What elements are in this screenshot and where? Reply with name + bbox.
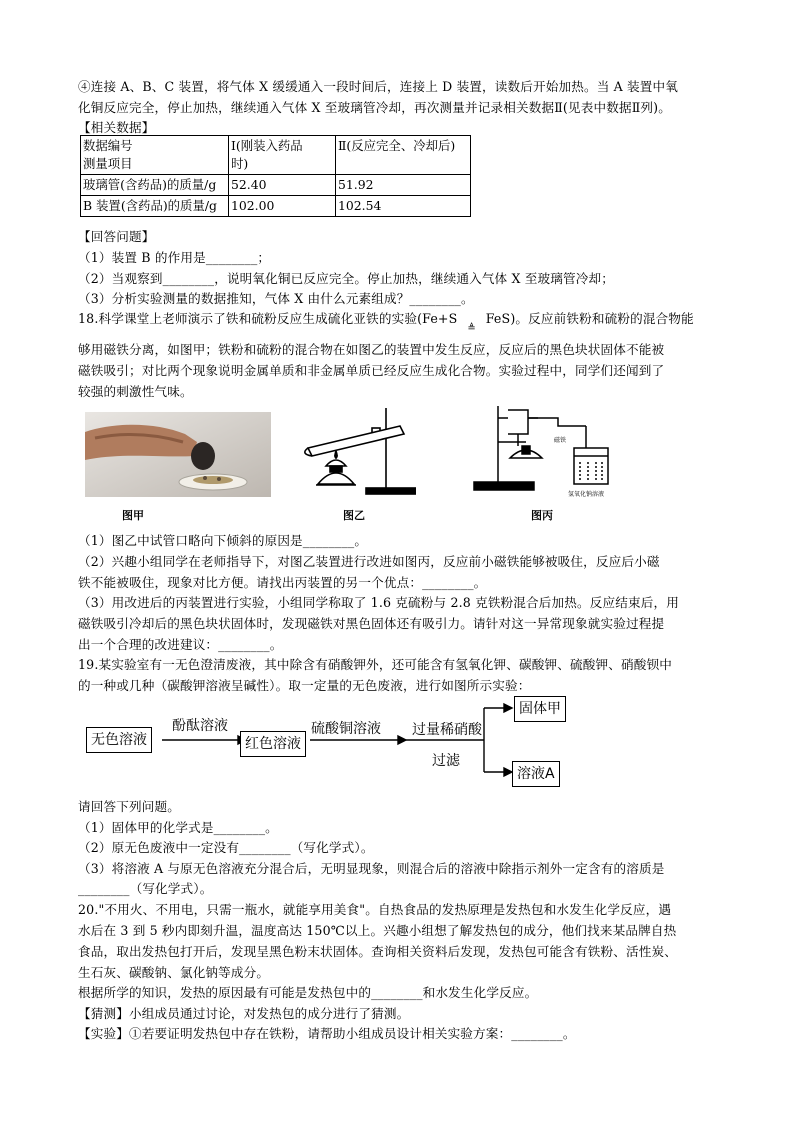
flow-box-red-solution: 红色溶液 (240, 731, 306, 757)
q17-step4-line1: ④连接 A、B、C 装置，将气体 X 缓缓通入一段时间后，连接上 D 装置，读数后开始加热。当 A 装置中氧 (78, 79, 679, 94)
header-cell-ii (336, 136, 471, 175)
table-cell-ii: 51.92 (336, 175, 471, 196)
figure-yi-apparatus (296, 404, 416, 496)
figure-bing-solution-label: 氢氧化钠溶液 (568, 491, 605, 498)
q17-question-3: （3）分析实验测量的数据推知，气体 X 由什么元素组成？________。 (78, 291, 474, 306)
q17-answer-heading: 【回答问题】 (78, 229, 155, 244)
data-table (80, 135, 471, 217)
q18-question-1: （1）图乙中试管口略向下倾斜的原因是________。 (78, 533, 368, 548)
q19-ask: 请回答下列问题。 (78, 799, 180, 814)
figure-yi-caption: 图乙 (343, 509, 365, 522)
header-label-i-line1: Ⅰ(刚装入药品 (231, 138, 303, 153)
table-row (81, 175, 471, 196)
flow-label-copper-sulfate: 硫酸铜溶液 (311, 721, 381, 737)
header-label-ii: Ⅱ(反应完全、冷却后) (338, 138, 456, 153)
figure-bing-apparatus (468, 398, 636, 498)
q18-line1-part-b: FeS)。反应前铁粉和硫粉的混合物能 (485, 311, 694, 326)
flow-diagram-arrows (80, 700, 580, 790)
figure-bing-magnet-label: 磁铁 (554, 437, 567, 444)
table-cell-item: 玻璃管(含药品)的质量/g (81, 175, 229, 196)
figure-bing-caption: 图丙 (531, 509, 553, 522)
q20-line1: 20."不用火、不用电，只需一瓶水，就能享用美食"。自热食品的发热原理是发热包和水发生化学反应，遇 (78, 902, 672, 917)
header-label-item: 测量项目 (83, 156, 133, 171)
q20-line4: 生石灰、碳酸钠、氯化钠等成分。 (78, 965, 270, 980)
q18-line4: 较强的刺激性气味。 (78, 384, 193, 399)
header-label-i-line2: 时) (231, 156, 249, 171)
figure-jia-photo (85, 412, 271, 497)
q20-experiment: 【实验】①若要证明发热包中存在铁粉，请帮助小组成员设计相关实验方案：________。 (78, 1026, 576, 1041)
q19-question-1: （1）固体甲的化学式是________。 (78, 820, 278, 835)
q20-guess: 【猜测】小组成员通过讨论，对发热包的成分进行了猜测。 (78, 1006, 410, 1021)
q17-question-1: （1）装置 B 的作用是________； (78, 250, 271, 265)
q17-step4-line2: 化铜反应完全，停止加热，继续通入气体 X 至玻璃管冷却，再次测量并记录相关数据Ⅱ(见表中数据Ⅱ列)。 (78, 100, 671, 115)
q18-line1 (78, 308, 728, 334)
q19-line2: 的一种或几种（碳酸钾溶液呈碱性）。取一定量的无色废液，进行如图所示实验： (78, 678, 531, 693)
q18-line2: 够用磁铁分离，如图甲；铁粉和硫粉的混合物在如图乙的装置中发生反应，反应后的黑色块状固体不能被 (78, 342, 665, 357)
table-cell-ii: 102.54 (336, 196, 471, 217)
table-row (81, 196, 471, 217)
table-cell-item: B 装置(含药品)的质量/g (81, 196, 229, 217)
figure-jia-caption: 图甲 (122, 509, 144, 522)
q20-line2: 水后在 3 到 5 秒内即刻升温，温度高达 150℃以上。兴趣小组想了解发热包的成分，他们找来某品牌自热 (78, 923, 677, 938)
q19-question-3-line1: （3）将溶液 A 与原无色溶液充分混合后，无明显现象，则混合后的溶液中除指示剂外一定含有的溶质是 (78, 861, 665, 876)
header-cell-i (229, 136, 336, 175)
table-header-row (81, 136, 471, 175)
q18-question-3-line2: 磁铁吸引冷却后的黑色块状固体时，发现磁铁对黑色固体还有吸引力。请针对这一异常现象就实验过程提 (78, 616, 665, 631)
q18-line3: 磁铁吸引；对比两个现象说明金属单质和非金属单质已经反应生成化合物。实验过程中，同学们还闻到了 (78, 363, 665, 378)
flow-box-solution-a: 溶液A (512, 761, 560, 787)
q18-question-3-line3: 出一个合理的改进建议：________。 (78, 637, 283, 652)
q20-line3: 食品，取出发热包打开后，发现呈黑色粉末状固体。查询相关资料后发现，发热包可能含有铁粉、活性炭、 (78, 944, 677, 959)
header-cell-item (81, 136, 229, 175)
flow-label-filtration: 过滤 (432, 753, 460, 769)
table-cell-i: 102.00 (229, 196, 336, 217)
q17-question-2: （2）当观察到________，说明氧化铜已反应完全。停止加热，继续通入气体 X 至玻璃管冷却； (78, 271, 614, 286)
header-label-number: 数据编号 (83, 138, 133, 153)
flow-box-colorless-solution: 无色溶液 (86, 727, 152, 753)
flow-box-solid-jia: 固体甲 (514, 696, 566, 722)
flow-label-phenolphthalein: 酚酞溶液 (172, 718, 228, 734)
q18-question-2-line2: 铁不能被吸住，现象对比方便。请找出丙装置的另一个优点：________。 (78, 575, 487, 590)
q19-line1: 19.某实验室有一无色澄清废液，其中除含有硝酸钾外，还可能含有氢氧化钾、碳酸钾、硫酸钾、硝酸钡中 (78, 657, 672, 672)
q17-related-data-heading: 【相关数据】 (78, 120, 155, 135)
q20-line5: 根据所学的知识，发热的原因最有可能是发热包中的________和水发生化学反应。 (78, 985, 538, 1000)
q19-question-3-line2: ________（写化学式）。 (78, 881, 213, 896)
table-cell-i: 52.40 (229, 175, 336, 196)
q18-question-3-line1: （3）用改进后的丙装置进行实验，小组同学称取了 1.6 克硫粉与 2.8 克铁粉混合后加热。反应结束后，用 (78, 595, 679, 610)
q18-line1-part-a: 18.科学课堂上老师演示了铁和硫粉反应生成硫化亚铁的实验(Fe+S (78, 311, 458, 326)
q18-question-2-line1: （2）兴趣小组同学在老师指导下，对图乙装置进行改进如图丙，反应前小磁铁能够被吸住，反应后小磁 (78, 554, 660, 569)
reaction-condition-symbol: ≜ (467, 323, 476, 334)
q19-question-2: （2）原无色废液中一定没有________（写化学式）。 (78, 840, 374, 855)
flow-label-excess-nitric-acid: 过量稀硝酸 (412, 722, 482, 738)
